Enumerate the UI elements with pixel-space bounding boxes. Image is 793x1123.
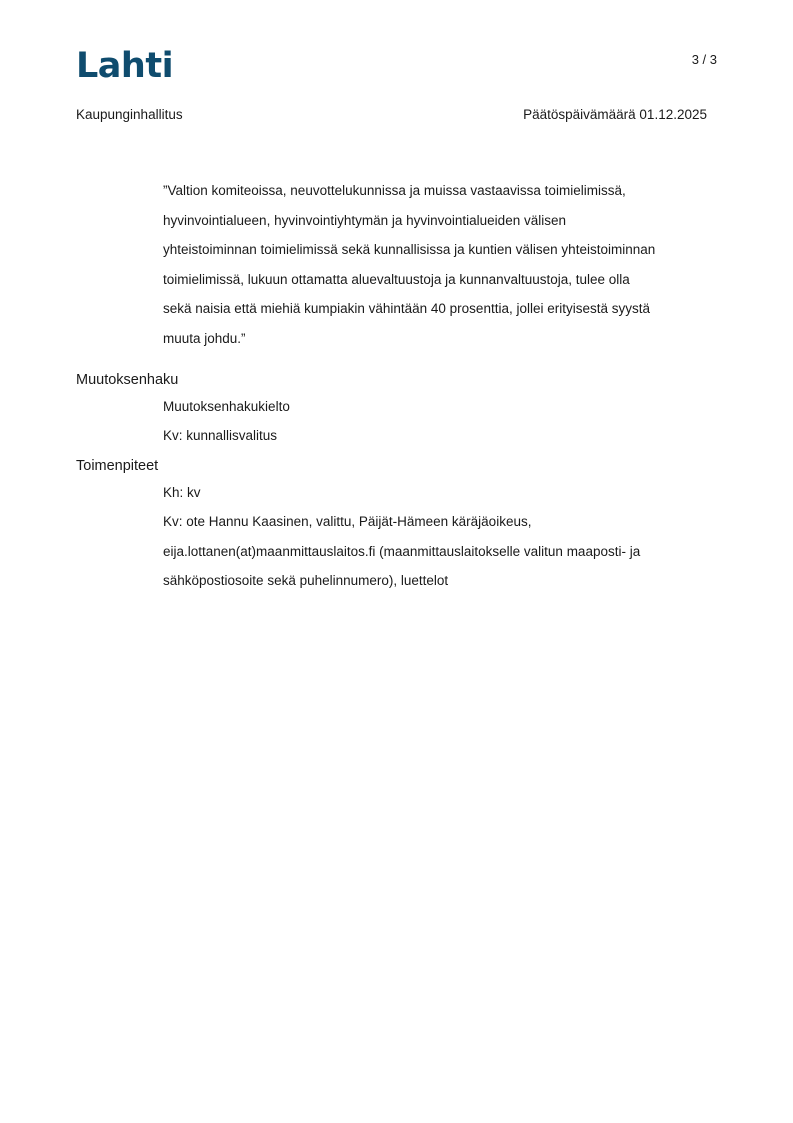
- toimenpiteet-line: eija.lottanen(at)maanmittauslaitos.fi (maanmittauslaitokselle valitun maaposti- ja: [163, 544, 641, 559]
- quote-line: ”Valtion komiteoissa, neuvottelukunnissa ja muissa vastaavissa toimielimissä,: [163, 183, 626, 198]
- organization-name: Kaupunginhallitus: [76, 107, 183, 122]
- muutoksenhaku-line: Kv: kunnallisvalitus: [163, 428, 278, 443]
- decision-date: Päätöspäivämäärä 01.12.2025: [523, 107, 707, 122]
- quote-line: hyvinvointialueen, hyvinvointiyhtymän ja hyvinvointialueiden välisen: [163, 212, 566, 228]
- quote-line: yhteistoiminnan toimielimissä sekä kunnallisissa ja kuntien välisen yhteistoiminnan: [163, 242, 656, 258]
- toimenpiteet-line: Kv: ote Hannu Kaasinen, valittu, Päijät-Hämeen käräjäoikeus,: [163, 514, 532, 529]
- quote-line: muuta johdu.”: [163, 330, 246, 346]
- quote-line: toimielimissä, lukuun ottamatta aluevaltuustoja ja kunnanvaltuustoja, tulee olla: [163, 271, 630, 287]
- page-number: 3 / 3: [691, 52, 717, 67]
- quoted-paragraph: [163, 176, 723, 354]
- toimenpiteet-line: Kh: kv: [163, 485, 201, 500]
- section-heading-toimenpiteet: Toimenpiteet: [76, 458, 159, 474]
- toimenpiteet-line: sähköpostiosoite sekä puhelinnumero), luettelot: [163, 573, 449, 588]
- section-heading-muutoksenhaku: Muutoksenhaku: [76, 372, 179, 388]
- muutoksenhaku-line: Muutoksenhakukielto: [163, 399, 290, 414]
- lahti-logo: Lahti: [76, 46, 174, 86]
- quote-line: sekä naisia että miehiä kumpiakin vähintään 40 prosenttia, jollei erityisestä syystä: [163, 301, 651, 317]
